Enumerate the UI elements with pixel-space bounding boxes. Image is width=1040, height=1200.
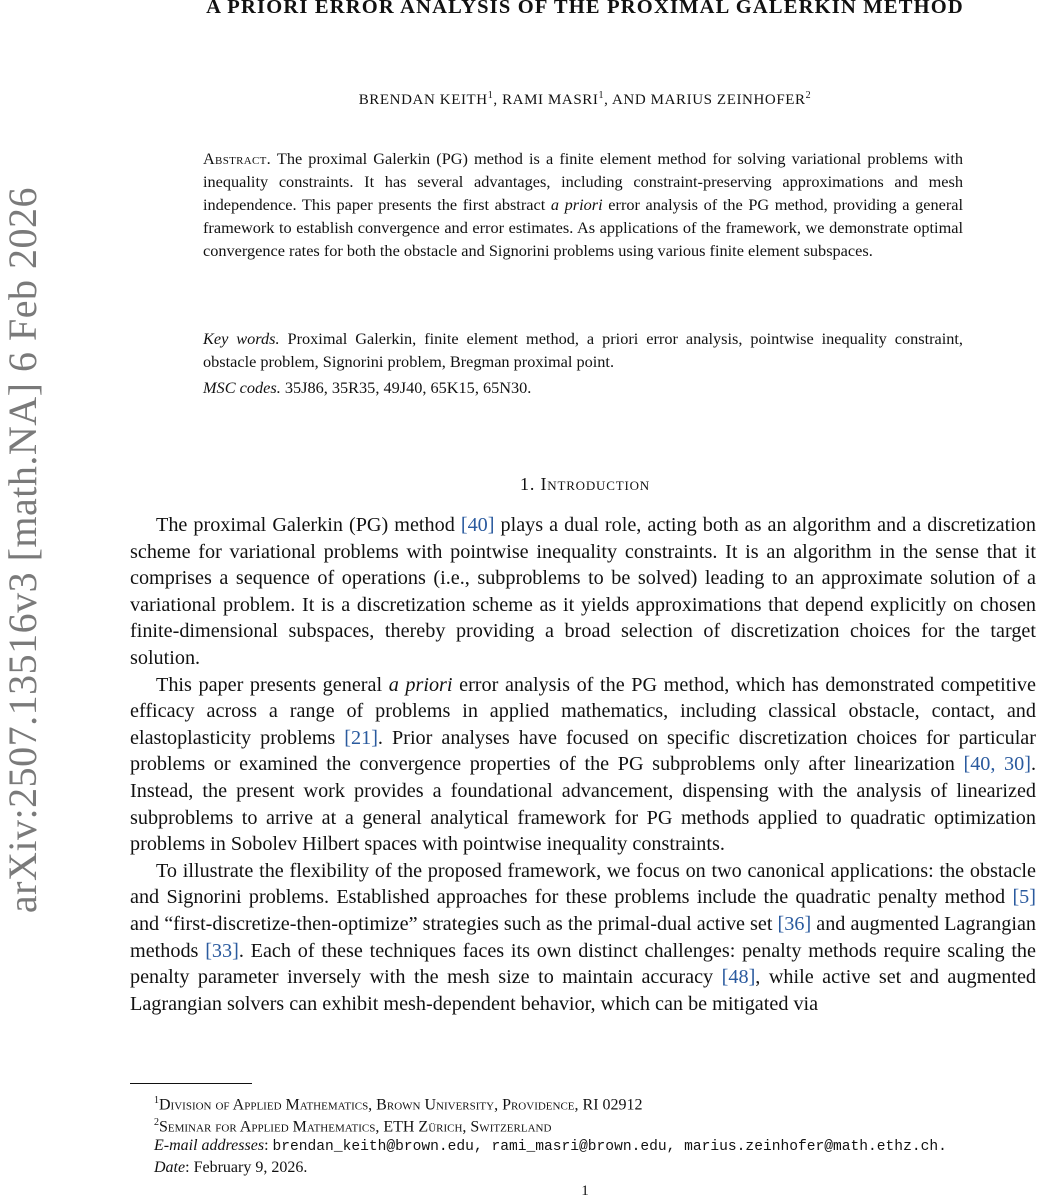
citation-link[interactable]: [36] — [777, 912, 812, 935]
text-run: . Instead, the present work provides a foundational advancement, dispensing with the analysis of linearized subproblems to arrive at a general analytical framework for PG methods applied to quadratic optimization problems in Sobolev Hilbert spaces with pointwise inequality constraints. — [130, 753, 1036, 856]
page-number: 1 — [581, 1183, 589, 1199]
paragraph — [130, 512, 1036, 672]
footnote-emails: E-mail addresses: brendan_keith@brown.edu, rami_masri@brown.edu, marius.zeinhofer@math.ethz.ch. — [154, 1137, 947, 1155]
date-value: February 9, 2026. — [193, 1159, 308, 1176]
author-affiliation: 1 — [598, 90, 605, 101]
author-name: MARIUS ZEINHOFER — [650, 92, 806, 108]
msc-text: 35J86, 35R35, 49J40, 65K15, 65N30. — [284, 378, 532, 397]
keywords-label: Key words. — [203, 329, 280, 348]
author-separator: , — [493, 92, 503, 108]
section-heading — [130, 474, 1040, 495]
footnote-rule — [130, 1083, 252, 1084]
text-run: . Each of these techniques faces its own distinct challenges: penalty methods require scaling the penalty parameter inversely with the mesh size to maintain accuracy — [130, 939, 1036, 989]
footnote-mark: 1 — [154, 1095, 159, 1106]
author-separator: , AND — [604, 92, 651, 108]
text-run: The proximal Galerkin (PG) method — [156, 514, 461, 536]
author-name: BRENDAN KEITH — [358, 92, 488, 108]
author-name: RAMI MASRI — [502, 92, 599, 108]
section-title: Introduction — [540, 474, 650, 494]
text-run: and “first-discretize-then-optimize” strategies such as the primal-dual active set — [130, 912, 778, 935]
abstract-emphasis: a priori — [550, 195, 603, 214]
text-run: and augmented Lagrangian methods — [130, 912, 1036, 962]
footnote-mark: 2 — [154, 1117, 159, 1128]
msc-codes — [203, 376, 963, 399]
author-list — [130, 90, 1040, 109]
emphasis: a priori — [388, 673, 453, 696]
author-affiliation: 2 — [805, 90, 812, 101]
citation-link[interactable]: [21] — [344, 726, 378, 749]
paragraph — [130, 858, 1036, 1018]
footnote-text: Division of Applied Mathematics, Brown University, Providence, RI 02912 — [159, 1096, 643, 1114]
abstract-text: The proximal Galerkin (PG) method is a finite element method for solving variational problems with inequality constraints. It has several advantages, including constraint-preserving approximations and mesh independence. This paper presents the first abstract — [203, 149, 963, 214]
section-number: 1. — [520, 474, 536, 494]
text-run: To illustrate the flexibility of the proposed framework, we focus on two canonical applications: the obstacle and Signorini problems. Established approaches for these problems include the quadratic penalty method — [130, 859, 1036, 909]
text-run: error analysis of the PG method, which has demonstrated competitive efficacy across a range of problems in applied mathematics, including classical obstacle, contact, and elastoplasticity problems — [130, 673, 1036, 749]
date-label: Date — [154, 1159, 186, 1176]
paragraph — [130, 672, 1036, 858]
keywords — [203, 327, 963, 373]
citation-link[interactable]: [48] — [721, 966, 756, 989]
citation-link[interactable]: [5] — [1012, 886, 1036, 909]
text-run: This paper presents general — [156, 673, 389, 696]
footnote-text: Seminar for Applied Mathematics, ETH Zürich, Switzerland — [159, 1118, 552, 1136]
email-label: E-mail addresses — [154, 1137, 265, 1154]
citation-link[interactable]: [40, 30] — [963, 753, 1031, 776]
citation-link[interactable]: [33] — [205, 939, 239, 962]
arxiv-id: arXiv:2507.13516v3 [math.NA] 6 Feb 2026 — [0, 186, 45, 914]
text-run: . Prior analyses have focused on specific discretization choices for particular problems or examined the convergence properties of the PG subproblems only after linearization — [130, 726, 1036, 776]
keywords-text: Proximal Galerkin, finite element method, a priori error analysis, pointwise inequality constraint, obstacle problem, Signorini problem, Bregman proximal point. — [203, 329, 963, 371]
citation-link[interactable]: [40] — [460, 514, 495, 536]
text-run: , while active set and augmented Lagrangian solvers can exhibit mesh-dependent behavior, which can be mitigated via — [130, 966, 1036, 1015]
arxiv-stamp — [0, 170, 44, 930]
author-affiliation: 1 — [487, 90, 494, 101]
abstract-label: Abstract. — [203, 149, 272, 168]
email-addresses[interactable]: brendan_keith@brown.edu, rami_masri@brown.edu, marius.zeinhofer@math.ethz.ch. — [272, 1139, 947, 1155]
abstract-text: error analysis of the PG method, providing a general framework to establish convergence and error estimates. As applications of the framework, we demonstrate optimal convergence rates for both the obstacle and Signorini problems using various finite element subspaces. — [203, 195, 964, 260]
text-run: plays a dual role, acting both as an algorithm and a discretization scheme for variational problems with pointwise inequality constraints. It is an algorithm in the sense that it comprises a sequence of operations (i.e., subproblems to be solved) leading to an approximate solution of a variational problem. It is a discretization scheme as it yields approximations that depend explicitly on chosen finite-dimensional subspaces, thereby providing a broad selection of discretization choices for the target solution. — [130, 514, 1036, 669]
footnote-date: Date: February 9, 2026. — [154, 1159, 308, 1176]
msc-label: MSC codes. — [203, 378, 281, 397]
body-text — [130, 512, 1036, 1017]
paper-title: A PRIORI ERROR ANALYSIS OF THE PROXIMAL GALERKIN METHOD — [206, 0, 964, 18]
abstract — [203, 147, 963, 262]
